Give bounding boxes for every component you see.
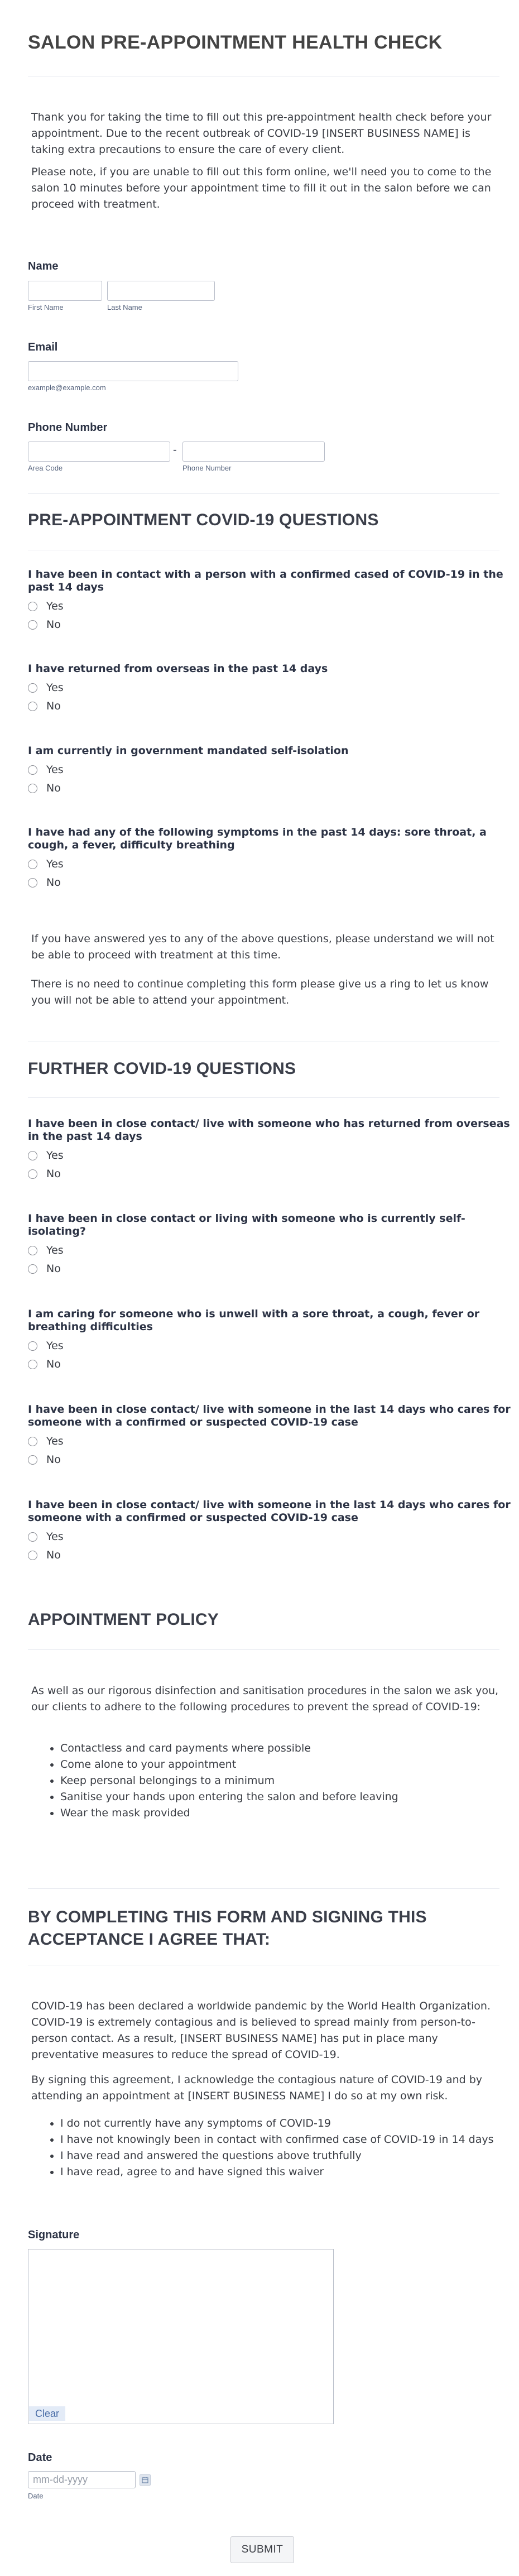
option-label: No [46, 782, 61, 794]
radio-button[interactable] [28, 683, 37, 693]
agreement-list [28, 2116, 519, 2180]
radio-button[interactable] [28, 1169, 37, 1179]
radio-option-no[interactable] [28, 876, 519, 889]
question-label: I have been in close contact/ live with someone in the last 14 days who cares for someone with a confirmed or suspected COVID-19 case [28, 1499, 511, 1524]
last-name-sublabel: Last Name [107, 303, 142, 311]
phone-label: Phone Number [28, 421, 108, 434]
calendar-icon [142, 2477, 148, 2483]
option-label: No [46, 618, 61, 631]
radio-option-no[interactable] [28, 1454, 519, 1466]
first-name-input[interactable] [28, 281, 102, 301]
option-label: No [46, 1454, 61, 1466]
option-label: Yes [46, 1435, 64, 1447]
list-item: • I have read, agree to and have signed this waiver [60, 2164, 519, 2180]
agreement-title-line-2: ACCEPTANCE I AGREE THAT: [28, 1930, 271, 1949]
radio-button[interactable] [28, 1360, 37, 1369]
radio-option-yes[interactable] [28, 858, 519, 870]
option-label: Yes [46, 858, 64, 870]
agreement-paragraph-2: By signing this agreement, I acknowledge the contagious nature of COVID-19 and by attending an appointment at [INSERT BUSINESS NAME] I do so at my own risk. [31, 2074, 483, 2102]
question-label: I have been in close contact or living with someone who is currently self-isolating? [28, 1212, 465, 1237]
intro-paragraph-1: Thank you for taking the time to fill out this pre-appointment health check before your appointment. Due to the recent outbreak of COVID-19 [INSERT BUSINESS NAME] is taking extra precautions to ensure the care of every client. [31, 111, 492, 156]
list-item: • Sanitise your hands upon entering the salon and before leaving [60, 1789, 519, 1805]
question-label: I have been in contact with a person with a confirmed cased of COVID-19 in the past 14 days [28, 568, 503, 593]
intro-paragraph-2: Please note, if you are unable to fill out this form online, we'll need you to come to the salon 10 minutes before your appointment time to fill it out in the salon before we can proceed with treatment. [31, 166, 492, 210]
divider [28, 1649, 499, 1650]
question-block-further-3 [28, 1308, 519, 1370]
pre-note-paragraph-1: If you have answered yes to any of the above questions, please understand we will not be able to proceed with treatment at this time. [31, 933, 494, 961]
area-code-input[interactable] [28, 442, 170, 462]
radio-button[interactable] [28, 1264, 37, 1274]
date-input[interactable]: mm-dd-yyyy [28, 2471, 136, 2488]
agreement-title-line-1: BY COMPLETING THIS FORM AND SIGNING THIS [28, 1908, 427, 1926]
option-label: No [46, 1358, 61, 1370]
radio-button[interactable] [28, 765, 37, 775]
radio-button[interactable] [28, 620, 37, 630]
question-label: I have had any of the following symptoms in the past 14 days: sore throat, a cough, a fever, difficulty breathing [28, 826, 487, 851]
question-block-pre-2 [28, 663, 519, 712]
policy-list [28, 1740, 519, 1821]
question-label: I have returned from overseas in the past 14 days [28, 663, 328, 675]
radio-option-yes[interactable] [28, 764, 519, 776]
signature-pad[interactable] [28, 2249, 334, 2424]
name-label: Name [28, 260, 59, 272]
policy-section-title: APPOINTMENT POLICY [28, 1610, 219, 1629]
question-label: I have been in close contact/ live with someone who has returned from overseas in the past 14 days [28, 1117, 510, 1143]
list-item: • I do not currently have any symptoms of COVID-19 [60, 2116, 519, 2132]
radio-button[interactable] [28, 784, 37, 793]
radio-button[interactable] [28, 1532, 37, 1542]
last-name-input[interactable] [107, 281, 215, 301]
radio-button[interactable] [28, 1246, 37, 1255]
option-label: Yes [46, 600, 64, 612]
form-title: SALON PRE-APPOINTMENT HEALTH CHECK [28, 32, 443, 53]
option-label: Yes [46, 1340, 64, 1352]
email-sublabel: example@example.com [28, 383, 106, 392]
radio-button[interactable] [28, 878, 37, 888]
option-label: No [46, 1549, 61, 1561]
list-item: • Come alone to your appointment [60, 1757, 519, 1773]
pre-appointment-section-title: PRE-APPOINTMENT COVID-19 QUESTIONS [28, 511, 379, 529]
date-label: Date [28, 2452, 52, 2464]
agreement-paragraph-1: COVID-19 has been declared a worldwide pandemic by the World Health Organization. COVID-19 is extremely contagious and is believed to spread mainly from person-to-person contact. As a result, [INSERT BUSINESS NAME] has put in place many preventative measures to reduce the spread of COVID-19. [31, 2000, 491, 2061]
question-label: I am currently in government mandated self-isolation [28, 745, 349, 757]
radio-option-no[interactable] [28, 700, 519, 712]
question-block-further-4 [28, 1403, 519, 1466]
list-item: • Keep personal belongings to a minimum [60, 1773, 519, 1789]
phone-number-input[interactable] [182, 442, 325, 462]
option-label: Yes [46, 1149, 64, 1162]
radio-button[interactable] [28, 1551, 37, 1560]
question-block-pre-1 [28, 568, 519, 631]
option-label: Yes [46, 764, 64, 776]
radio-option-no[interactable] [28, 1168, 519, 1180]
option-label: No [46, 1263, 61, 1275]
option-label: No [46, 876, 61, 889]
submit-button[interactable]: SUBMIT [230, 2536, 294, 2563]
agreement-section-title [28, 1906, 499, 1951]
option-label: Yes [46, 1244, 64, 1256]
pre-note-paragraph-2: There is no need to continue completing this form please give us a ring to let us know you will not be able to attend your appointment. [31, 978, 489, 1006]
email-input[interactable] [28, 361, 238, 381]
radio-option-no[interactable] [28, 618, 519, 631]
further-section-title: FURTHER COVID-19 QUESTIONS [28, 1059, 296, 1078]
question-label: I am caring for someone who is unwell with a sore throat, a cough, fever or breathing difficulties [28, 1308, 480, 1333]
radio-option-yes[interactable] [28, 1531, 519, 1543]
radio-option-yes[interactable] [28, 600, 519, 612]
policy-intro: As well as our rigorous disinfection and sanitisation procedures in the salon we ask you, our clients to adhere to the following procedures to prevent the spread of COVID-19: [31, 1685, 499, 1713]
question-block-further-5 [28, 1499, 519, 1561]
option-label: No [46, 1168, 61, 1180]
radio-button[interactable] [28, 1341, 37, 1351]
option-label: No [46, 700, 61, 712]
list-item: • I have not knowingly been in contact with confirmed case of COVID-19 in 14 days [60, 2132, 519, 2148]
radio-button[interactable] [28, 860, 37, 869]
phone-separator: - [173, 444, 177, 456]
option-label: Yes [46, 1531, 64, 1543]
signature-label: Signature [28, 2229, 80, 2241]
list-item: • Contactless and card payments where possible [60, 1740, 519, 1757]
date-sublabel: Date [28, 2492, 44, 2500]
question-block-further-2 [28, 1212, 519, 1275]
radio-button[interactable] [28, 1437, 37, 1446]
radio-button[interactable] [28, 1151, 37, 1160]
radio-button[interactable] [28, 1455, 37, 1465]
list-item: • Wear the mask provided [60, 1805, 519, 1821]
radio-option-yes[interactable] [28, 682, 519, 694]
list-item: • I have read and answered the questions above truthfully [60, 2148, 519, 2164]
radio-option-no[interactable] [28, 1263, 519, 1275]
phone-number-sublabel: Phone Number [182, 464, 232, 472]
divider [28, 1888, 499, 1889]
option-label: Yes [46, 682, 64, 694]
question-block-pre-4 [28, 826, 519, 889]
radio-button[interactable] [28, 602, 37, 611]
divider [28, 1097, 499, 1098]
radio-button[interactable] [28, 702, 37, 711]
first-name-sublabel: First Name [28, 303, 64, 311]
email-label: Email [28, 341, 58, 353]
radio-option-yes[interactable] [28, 1149, 519, 1162]
calendar-button[interactable] [140, 2474, 151, 2486]
radio-option-no[interactable] [28, 1358, 519, 1370]
radio-option-yes[interactable] [28, 1340, 519, 1352]
divider [28, 493, 499, 494]
radio-option-no[interactable] [28, 782, 519, 794]
clear-signature-button[interactable]: Clear [29, 2406, 65, 2421]
question-block-further-1 [28, 1117, 519, 1180]
question-label: I have been in close contact/ live with someone in the last 14 days who cares for someone with a confirmed or suspected COVID-19 case [28, 1403, 511, 1428]
area-code-sublabel: Area Code [28, 464, 63, 472]
radio-option-no[interactable] [28, 1549, 519, 1561]
radio-option-yes[interactable] [28, 1244, 519, 1256]
radio-option-yes[interactable] [28, 1435, 519, 1447]
question-block-pre-3 [28, 745, 519, 794]
